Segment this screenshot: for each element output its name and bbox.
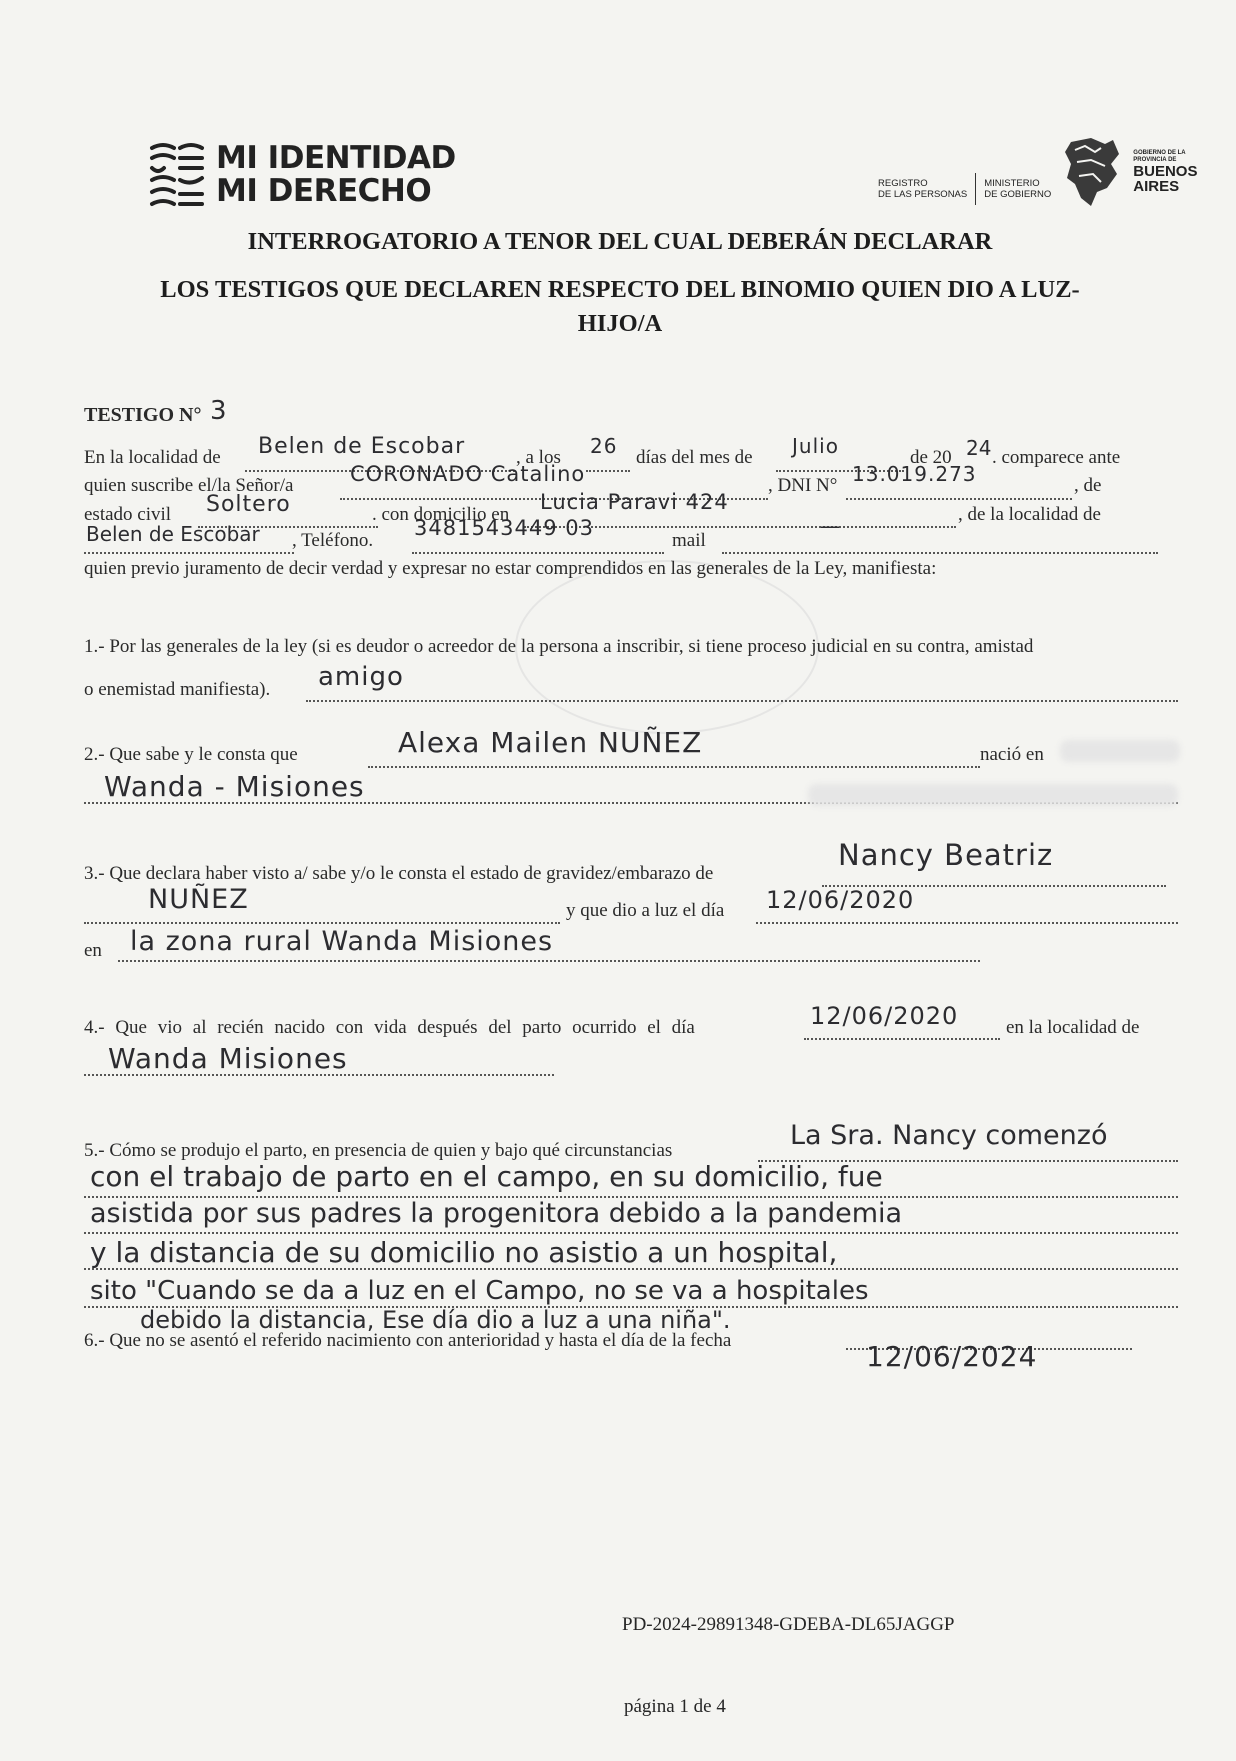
form-text-juramento: quien previo juramento de decir verdad y expresar no estar comprendidos en las generales de la Ley, manifiesta: [84,558,937,579]
document-title-line2: LOS TESTIGOS QUE DECLAREN RESPECTO DEL BINOMIO QUIEN DIO A LUZ- [160,276,1080,303]
q3-answer-name1: Nancy Beatriz [838,838,1054,872]
q2-answer-place: Wanda - Misiones [104,770,365,803]
q5-answer-line3: y la distancia de su domicilio no asistio a un hospital, [90,1236,838,1269]
form-text-localidad-de: , de la localidad de [958,504,1101,525]
q3-lead: 3.- Que declara haber visto a/ sabe y/o le consta el estado de gravidez/embarazo de [84,863,714,884]
mail-dots [722,552,1158,554]
aires-line: AIRES [1133,178,1180,195]
answer-domicilio: Lucia Paravi 424 [540,490,729,514]
dni-dots [846,498,1072,500]
q4-answer-date: 12/06/2020 [810,1002,959,1030]
form-text-anio: de 20 [910,447,952,468]
q2-lead: 2.- Que sabe y le consta que [84,744,298,765]
answer-dni: 13.019.273 [852,462,977,486]
q5-answer-line5: debido la distancia, Ese día dio a luz a una niña". [140,1306,731,1334]
government-header [878,134,1197,210]
telefono-dots [412,552,664,554]
redacted-area-2 [808,784,1178,806]
form-text-mail: mail [672,530,706,551]
q1-answer: amigo [318,662,404,692]
q5-answer-line2: asistida por sus padres la progenitora debido a la pandemia [90,1198,903,1229]
q5-lead: 5.- Cómo se produjo el parto, en presencia de quien y bajo qué circunstancias [84,1140,673,1161]
document-title-line3: HIJO/A [577,310,663,337]
q5-answer-line1: con el trabajo de parto en el campo, en su domicilio, fue [90,1160,883,1193]
gobierno-line2: PROVINCIA DE [1133,157,1177,163]
registro-line2: DE LAS PERSONAS [878,189,968,200]
form-text-estado-civil: estado civil [84,504,172,525]
province-map-icon [1061,134,1123,210]
q3-answer-date: 12/06/2020 [766,886,915,914]
q2-answer-name: Alexa Mailen NUÑEZ [398,726,703,759]
answer-anio: 24 [966,436,992,460]
answer-mail: — [820,514,841,538]
q6-answer-date: 12/06/2024 [866,1340,1038,1373]
q3-name2-dots [84,922,560,924]
ministerio-line1: MINISTERIO [984,178,1040,189]
form-text-dias-mes: días del mes de [636,447,753,468]
form-text-a-los: , a los [516,447,561,468]
form-text-telefono: , Teléfono. [292,530,374,551]
registro-line1: REGISTRO [878,178,928,189]
q5-dots-2 [84,1232,1178,1234]
form-text-comparece: . comparece ante [992,447,1121,468]
localidad2-dots [84,552,294,554]
answer-dias: 26 [590,434,618,458]
q4-date-dots [804,1038,1000,1040]
q3-place-dots [118,960,980,962]
logo-line2: MI DERECHO [216,173,432,209]
document-code: PD-2024-29891348-GDEBA-DL65JAGGP [622,1614,955,1635]
testigo-number: 3 [210,396,228,426]
q1-line2: o enemistad manifiesta). [84,679,271,700]
q1-dots [306,700,1178,702]
gobierno-line1: GOBIERNO DE LA [1133,150,1186,156]
q4-localidad: en la localidad de [1006,1017,1140,1038]
answer-estado-civil: Soltero [206,492,291,517]
testigo-label: TESTIGO N° [84,404,202,426]
q5-answer-line0: La Sra. Nancy comenzó [790,1120,1108,1151]
answer-localidad2: Belen de Escobar [86,522,260,546]
document-title-line1: INTERROGATORIO A TENOR DEL CUAL DEBERÁN DECLARAR [247,228,993,255]
q1-line1: 1.- Por las generales de la ley (si es deudor o acreedor de la persona a inscribir, si tiene proceso judicial en su contra, amistad [84,636,1034,657]
q2-name-dots [368,766,980,768]
q3-date-dots [756,922,1178,924]
ministerio-line2: DE GOBIERNO [984,189,1052,200]
form-text-suscribe: quien suscribe el/la Señor/a [84,475,294,496]
form-text-dni: , DNI N° [768,475,838,496]
form-text-localidad: En la localidad de [84,447,221,468]
header-divider [975,173,976,205]
q6-lead: 6.- Que no se asentó el referido nacimiento con anterioridad y hasta el día de la fecha [84,1330,732,1351]
q3-dio: y que dio a luz el día [566,900,725,921]
fingerprint-logo-icon [148,138,206,212]
q3-en: en [84,940,102,961]
q3-answer-name2: NUÑEZ [148,884,249,915]
form-text-de: , de [1074,475,1102,496]
logo-line1: MI IDENTIDAD [216,140,456,176]
answer-localidad: Belen de Escobar [258,434,466,459]
answer-telefono: 3481543449 03 [414,516,595,540]
q5-answer-line4: sito "Cuando se da a luz en el Campo, no se va a hospitales [90,1276,869,1306]
page-number: página 1 de 4 [624,1696,726,1717]
dias-dots [586,470,630,472]
q4-lead: 4.- Que vio al recién nacido con vida después del parto ocurrido el día [84,1017,695,1038]
answer-mes: Julio [792,434,839,458]
q2-nacio: nació en [980,744,1044,765]
redacted-area [1060,740,1180,762]
form-text-domicilio: . con domicilio en [372,504,510,525]
q3-answer-place: la zona rural Wanda Misiones [130,926,554,957]
q4-answer-place: Wanda Misiones [108,1042,348,1075]
buenos-line: BUENOS [1133,163,1198,180]
mi-identidad-logo [148,138,456,212]
answer-nombre: CORONADO Catalino [350,462,586,486]
